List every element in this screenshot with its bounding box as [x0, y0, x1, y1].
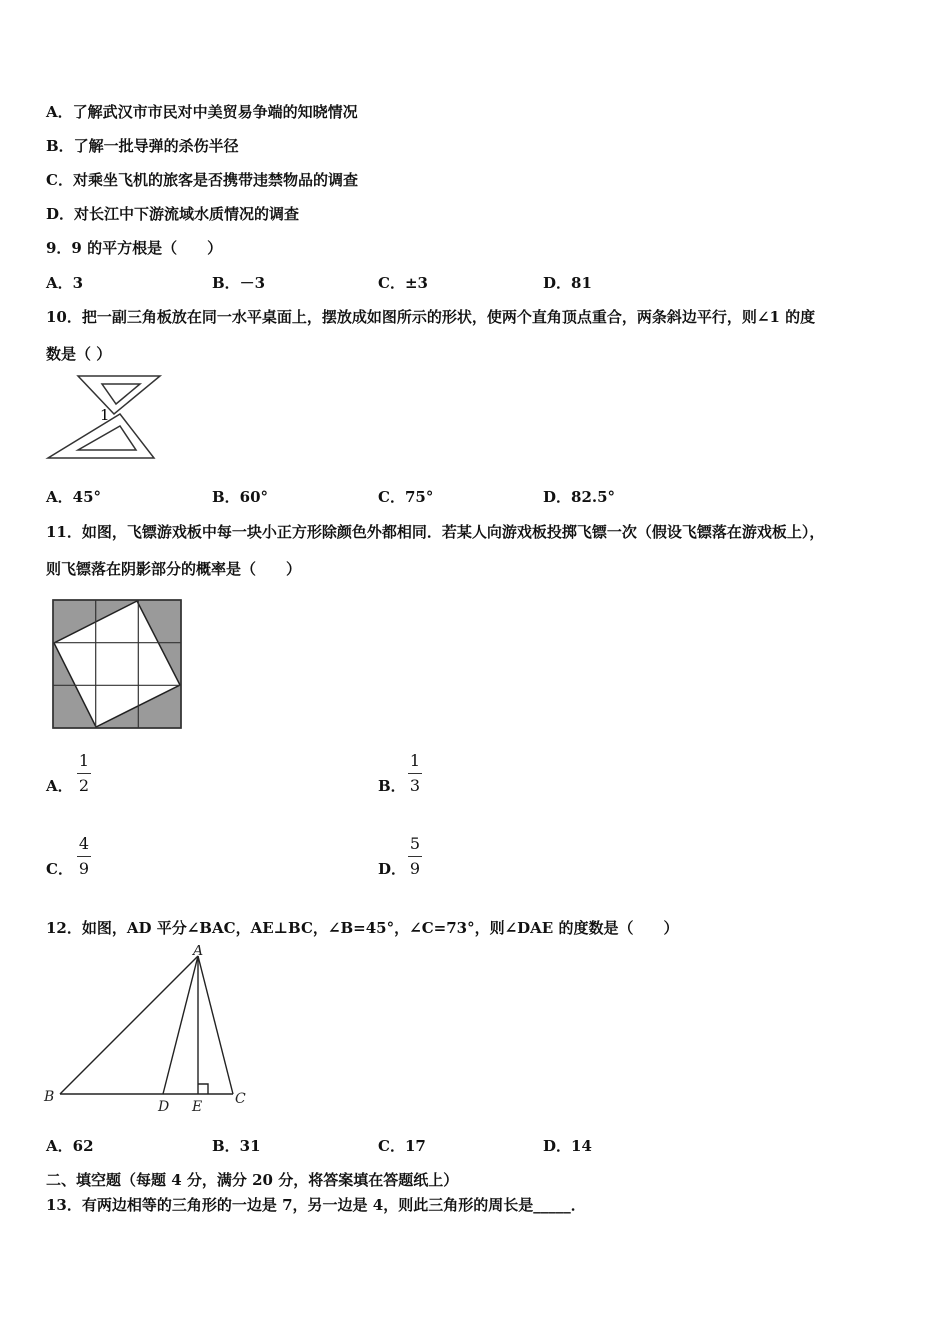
- q12-option-b: B．31: [212, 1137, 261, 1155]
- vertex-label-a: A: [193, 945, 204, 959]
- q11-option-c-letter: C．: [46, 860, 73, 878]
- denominator: 2: [78, 776, 90, 795]
- q11-stem-line1: 11．如图，飞镖游戏板中每一块小正方形除颜色外都相同．若某人向游戏板投掷飞镖一次（假设飞镖落在游戏板上），: [46, 523, 825, 541]
- numerator: 5: [409, 834, 421, 853]
- point-label-d: D: [158, 1099, 170, 1115]
- q12-option-c: C．17: [378, 1137, 426, 1155]
- q12-stem: 12．如图，AD 平分∠BAC，AE⊥BC，∠B=45°，∠C=73°，则∠DAE 的度数是（ ）: [46, 919, 679, 937]
- upper-triangle-outer: [78, 376, 160, 414]
- q12-triangle-figure: [40, 945, 280, 1120]
- q8-option-a: A．了解武汉市市民对中美贸易争端的知晓情况: [46, 103, 358, 121]
- denominator: 9: [409, 859, 421, 878]
- q9-option-b: B．－3: [212, 274, 266, 292]
- q8-option-b: B．了解一批导弹的杀伤半径: [46, 137, 239, 155]
- q11-option-d-fraction: [408, 835, 422, 878]
- q12-option-a: A．62: [46, 1137, 94, 1155]
- side-ab: [60, 956, 198, 1094]
- q11-option-d-letter: D．: [378, 860, 407, 878]
- q9-option-a: A．3: [46, 274, 84, 292]
- q11-option-b-letter: B．: [378, 777, 406, 795]
- numerator: 4: [78, 834, 90, 853]
- q11-stem-line2: 则飞镖落在阴影部分的概率是（ ）: [46, 560, 302, 578]
- q10-stem-line2: 数是（ ）: [46, 345, 112, 363]
- q11-option-b-fraction: [408, 752, 422, 795]
- bisector-ad: [163, 956, 198, 1094]
- q9-option-c: C．±3: [378, 274, 428, 292]
- section2-heading: 二、填空题（每题 4 分，满分 20 分，将答案填在答题纸上）: [46, 1171, 459, 1189]
- q10-stem-line1: 10．把一副三角板放在同一水平桌面上，摆放成如图所示的形状，使两个直角顶点重合，两条斜边平行，则∠1 的度: [46, 308, 816, 326]
- lower-triangle-inner: [78, 426, 136, 450]
- q10-option-b: B．60°: [212, 488, 269, 506]
- right-angle-mark: [198, 1084, 208, 1094]
- q10-option-c: C．75°: [378, 488, 434, 506]
- q9-option-d: D．81: [543, 274, 592, 292]
- denominator: 3: [409, 776, 421, 795]
- numerator: 1: [78, 751, 90, 770]
- q10-option-d: D．82.5°: [543, 488, 616, 506]
- point-label-e: E: [192, 1099, 203, 1115]
- q10-option-a: A．45°: [46, 488, 102, 506]
- upper-triangle-inner: [102, 384, 140, 404]
- q11-option-c-fraction: [77, 835, 91, 878]
- numerator: 1: [409, 751, 421, 770]
- q8-option-d: D．对长江中下游流域水质情况的调查: [46, 205, 300, 223]
- q13-stem: 13．有两边相等的三角形的一边是 7，另一边是 4，则此三角形的周长是_____．: [46, 1196, 586, 1214]
- side-ac: [198, 956, 233, 1094]
- denominator: 9: [78, 859, 90, 878]
- q8-option-c: C．对乘坐飞机的旅客是否携带违禁物品的调查: [46, 171, 358, 189]
- q10-set-squares-figure: [44, 372, 164, 464]
- q12-option-d: D．14: [543, 1137, 592, 1155]
- q11-option-a-letter: A．: [46, 777, 73, 795]
- q9-stem: 9．9 的平方根是（ ）: [46, 239, 223, 257]
- vertex-label-b: B: [44, 1089, 55, 1105]
- q11-dartboard-figure: [52, 599, 182, 729]
- q11-option-a-fraction: [77, 752, 91, 795]
- angle-1-label: 1: [100, 406, 110, 424]
- vertex-label-c: C: [235, 1091, 246, 1107]
